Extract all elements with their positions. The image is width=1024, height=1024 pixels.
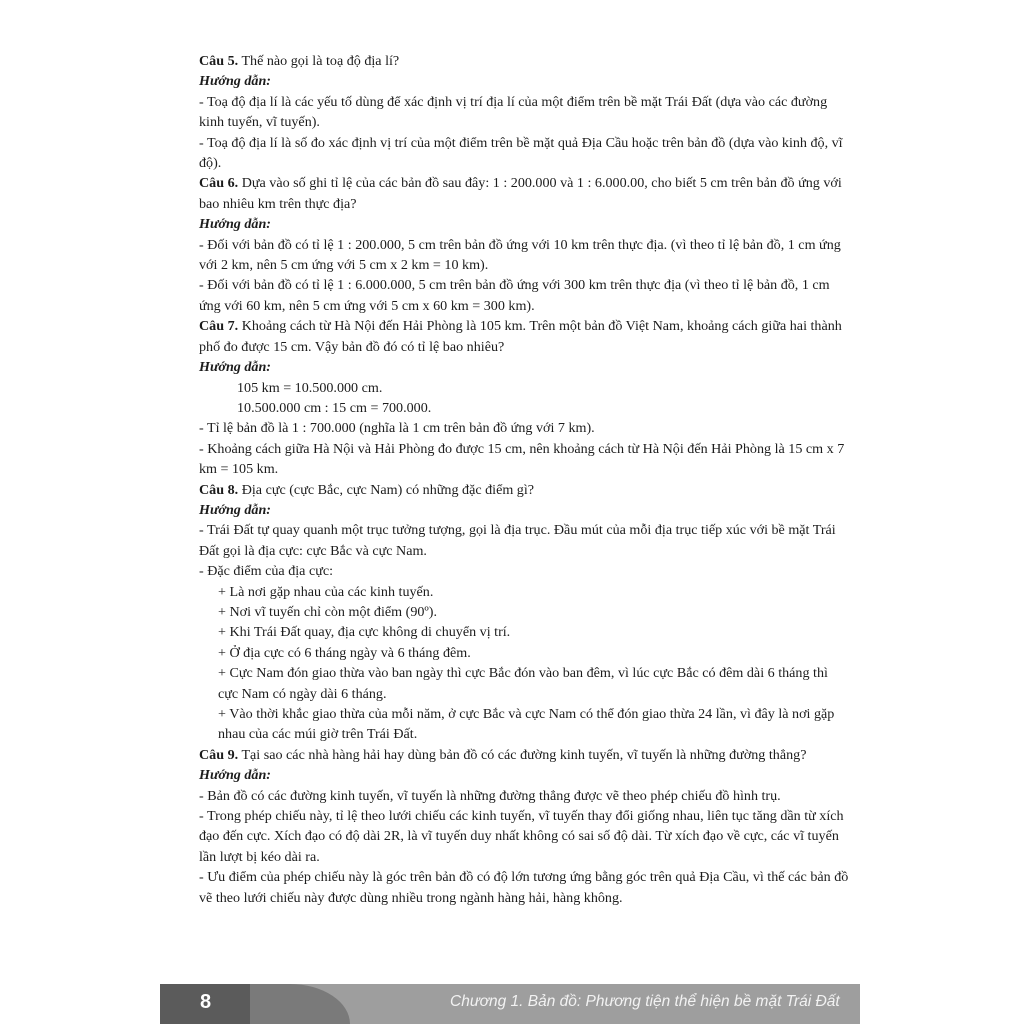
bullet-item: + Ở địa cực có 6 tháng ngày và 6 tháng đêm. [218,644,471,661]
bullet-item: + Nơi vĩ tuyến chỉ còn một điểm (90º). [218,603,438,620]
question-text: Thế nào gọi là toạ độ địa lí? [238,53,400,69]
guide-heading: Hướng dẫn: [199,501,272,518]
question-text: Địa cực (cực Bắc, cực Nam) có những đặc điểm gì? [238,481,535,498]
bullet-item: + Cực Nam đón giao thừa vào ban ngày thì cực Bắc đón vào ban đêm, vì lúc cực Bắc có đêm dài 6 tháng thì cực Nam có ngày dài 6 tháng. [218,665,828,702]
calculation-line: 10.500.000 cm : 15 cm = 700.000. [237,399,432,416]
guide-heading: Hướng dẫn: [199,216,272,233]
question-text: Khoảng cách từ Hà Nội đến Hải Phòng là 105 km. Trên một bản đồ Việt Nam, khoảng cách giữa hai thành phố đo được 15 cm. Vậy bản đồ đó có tỉ lệ bao nhiêu? [199,318,842,355]
answer-paragraph: - Khoảng cách giữa Hà Nội và Hải Phòng đo được 15 cm, nên khoảng cách từ Hà Nội đến Hải Phòng là 15 cm x 7 km = 105 km. [199,440,845,478]
calculation-line: 105 km = 10.500.000 cm. [237,379,383,396]
question-8 [199,480,849,745]
answer-paragraph: - Trái Đất tự quay quanh một trục tưởng tượng, gọi là địa trục. Đầu mút của mỗi địa trục tiếp xúc với bề mặt Trái Đất gọi là địa cực: cực Bắc và cực Nam. [199,522,836,559]
answer-paragraph: - Đối với bản đồ có tỉ lệ 1 : 6.000.000, 5 cm trên bản đồ ứng với 300 km trên thực địa (vì theo tỉ lệ bản đồ, 1 cm ứng với 60 km, nên 5 cm ứng với 5 cm x 60 km = 300 km). [199,277,830,314]
guide-heading: Hướng dẫn: [199,73,272,90]
page-footer [160,984,860,1024]
answer-paragraph: - Đối với bản đồ có tỉ lệ 1 : 200.000, 5 cm trên bản đồ ứng với 10 km trên thực địa. (vì theo tỉ lệ bản đồ, 1 cm ứng với 2 km, nên 5 cm ứng với 5 cm x 2 km = 10 km). [199,236,841,274]
page-content [199,51,849,908]
answer-paragraph: - Bản đồ có các đường kinh tuyến, vĩ tuyến là những đường thẳng được vẽ theo phép chiếu đồ hình trụ. [199,787,781,804]
question-title [199,480,849,500]
question-label: Câu 9. [199,746,239,763]
page-number: 8 [200,991,212,1013]
guide-heading: Hướng dẫn: [199,359,272,376]
question-text: Dựa vào số ghi tỉ lệ của các bản đồ sau đây: 1 : 200.000 và 1 : 6.000.00, cho biết 5 cm trên bản đồ ứng với bao nhiêu km trên thực địa? [199,175,842,212]
question-label: Câu 8. [199,481,239,498]
answer-paragraph: - Đặc điểm của địa cực: [199,563,334,580]
answer-paragraph: - Trong phép chiếu này, tỉ lệ theo lưới chiếu các kinh tuyến, vĩ tuyến thay đổi giống nhau, liên tục tăng dần từ xích đạo đến cực. Xích đạo có độ dài 2R, là vĩ tuyến duy nhất không có sai số độ dài. Từ xích đạo về cực, các vĩ tuyến lần lượt bị kéo dài ra. [199,808,844,865]
question-title [199,51,849,71]
question-5 [199,51,849,173]
question-7 [199,316,849,479]
question-title [199,316,849,357]
chapter-title: Chương 1. Bản đồ: Phương tiện thể hiện bề mặt Trái Đất [450,993,840,1010]
question-text: Tại sao các nhà hàng hải hay dùng bản đồ có các đường kinh tuyến, vĩ tuyến là những đường thẳng? [238,746,807,763]
question-label: Câu 5. [199,53,239,69]
question-title [199,173,849,214]
question-label: Câu 6. [199,175,239,192]
answer-paragraph: - Tỉ lệ bản đồ là 1 : 700.000 (nghĩa là 1 cm trên bản đồ ứng với 7 km). [199,420,595,437]
question-title [199,745,849,765]
answer-paragraph: - Toạ độ địa lí là các yếu tố dùng để xác định vị trí địa lí của một điểm trên bề mặt Trái Đất (dựa vào các đường kinh tuyến, vĩ tuyến). [199,93,828,131]
question-9 [199,745,849,908]
bullet-item: + Khi Trái Đất quay, địa cực không di chuyển vị trí. [218,624,511,641]
question-6 [199,173,849,316]
question-label: Câu 7. [199,318,239,335]
guide-heading: Hướng dẫn: [199,767,272,784]
bullet-item: + Là nơi gặp nhau của các kinh tuyến. [218,583,434,600]
answer-paragraph: - Toạ độ địa lí là số đo xác định vị trí của một điểm trên bề mặt quả Địa Cầu hoặc trên bản đồ (dựa vào kinh độ, vĩ độ). [199,134,843,172]
bullet-item: + Vào thời khắc giao thừa của mỗi năm, ở cực Bắc và cực Nam có thể đón giao thừa 24 lần, vì đây là nơi gặp nhau của các múi giờ trên Trái Đất. [218,706,835,743]
answer-paragraph: - Ưu điểm của phép chiếu này là góc trên bản đồ có độ lớn tương ứng bằng góc trên quả Địa Cầu, vì thế các bản đồ vẽ theo lưới chiếu này được dùng nhiều trong ngành hàng hải, hàng không. [199,869,849,906]
